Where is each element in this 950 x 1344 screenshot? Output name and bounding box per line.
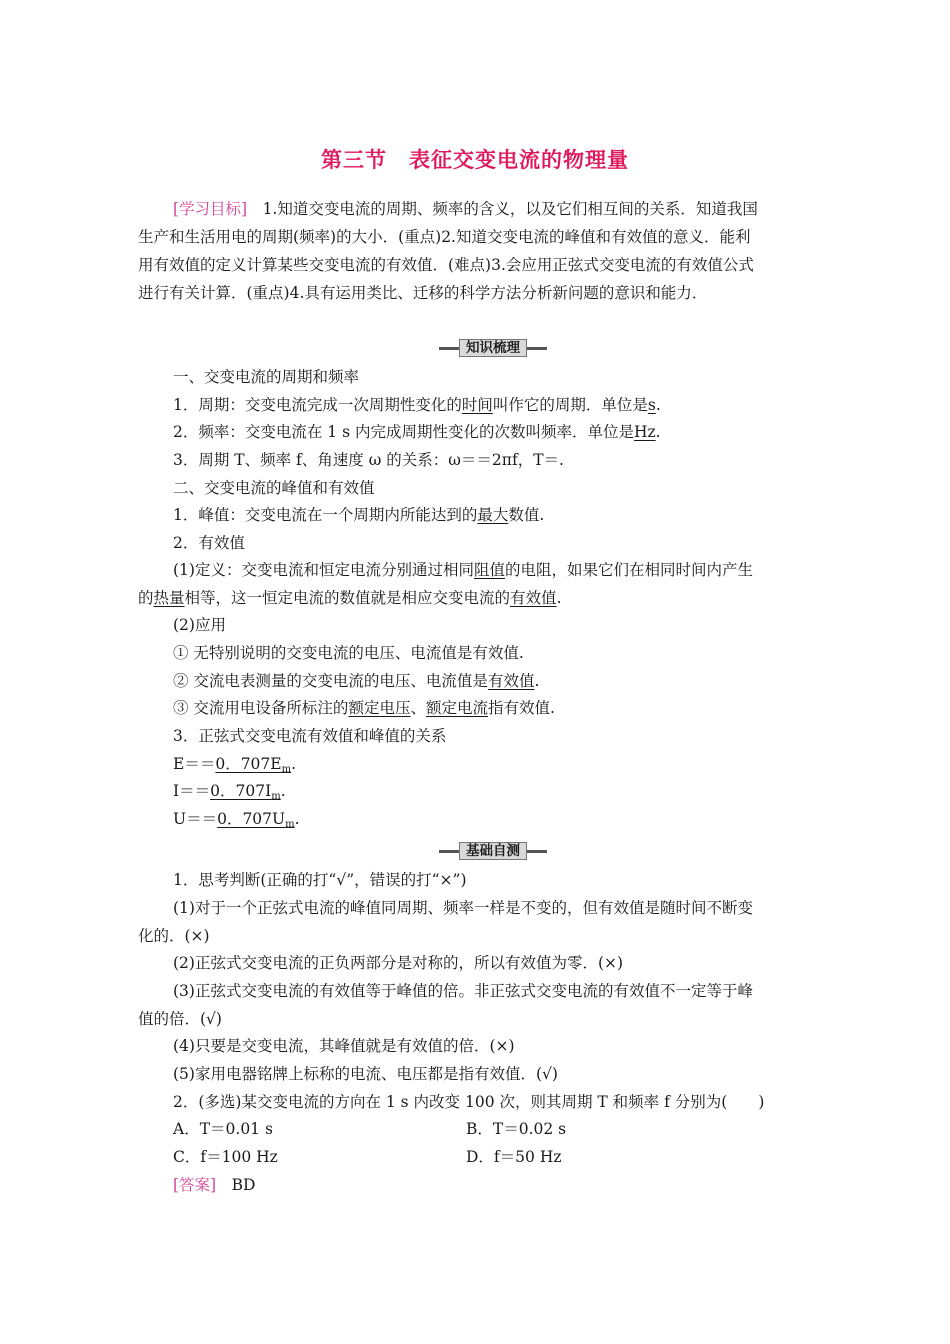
application-3: ③ 交流用电设备所标注的额定电压、额定电流指有效值. <box>173 699 555 717</box>
knowledge-banner: 知识梳理 <box>439 339 547 357</box>
formula-e: E＝＝0．$707E_m$. <box>173 755 297 775</box>
selftest-banner: 基础自测 <box>439 842 547 860</box>
judgement-1-line-1: (1)对于一个正弦式电流的峰值同周期、频率一样是不变的，但有效值是随时间不断变 <box>173 899 753 917</box>
answer-value: BD <box>216 1176 256 1194</box>
judgement-4: (4)只要是交变电流，其峰值就是有效值的倍．(×) <box>173 1037 515 1055</box>
point-effective: 2．有效值 <box>173 534 245 552</box>
application-1: ① 无特别说明的交变电流的电压、电流值是有效值. <box>173 644 524 662</box>
judgement-1-line-2: 化的．(×) <box>138 927 210 945</box>
answer-line <box>173 1174 818 1198</box>
definition-line-2: 的热量相等，这一恒定电流的数值就是相应交变电流的有效值. <box>138 589 562 607</box>
point-relation: 3．周期 T、频率 f、角速度 ω 的关系：ω＝＝2πf，T＝. <box>173 451 564 469</box>
objectives-line-2: 生产和生活用电的周期(频率)的大小．(重点)2.知道交变电流的峰值和有效值的意义．能利 <box>138 228 751 246</box>
option-b: B．T＝0.02 s <box>466 1120 567 1138</box>
objectives-line-3: 用有效值的定义计算某些交变电流的有效值．(难点)3.会应用正弦式交变电流的有效值公式 <box>138 256 754 274</box>
judgement-3-line-2: 值的倍．(√) <box>138 1010 222 1028</box>
objectives-line-1: [学习目标] 1.知道交变电流的周期、频率的含义，以及它们相互间的关系．知道我国 <box>173 200 758 218</box>
formula-i: I＝＝0．$707I_m$. <box>173 782 286 802</box>
option-d: D．f＝50 Hz <box>466 1148 562 1166</box>
page-title: 第三节 表征交变电流的物理量 <box>321 148 629 172</box>
formula-u: U＝＝0．$707U_m$. <box>173 810 300 830</box>
judgement-2: (2)正弦式交变电流的正负两部分是对称的，所以有效值为零．(×) <box>173 954 624 972</box>
option-c: C．f＝100 Hz <box>173 1148 278 1166</box>
application-2: ② 交流电表测量的交变电流的电压、电流值是有效值. <box>173 672 540 690</box>
application-heading: (2)应用 <box>173 616 226 634</box>
option-a: A．T＝0.01 s <box>173 1120 273 1138</box>
question-2: 2．(多选)某交变电流的方向在 1 s 内改变 100 次，则其周期 T 和频率 f 分别为( ) <box>173 1093 765 1111</box>
judgement-5: (5)家用电器铭牌上标称的电流、电压都是指有效值．(√) <box>173 1065 558 1083</box>
section-heading-peak: 二、交变电流的峰值和有效值 <box>173 479 375 497</box>
section-heading-period: 一、交变电流的周期和频率 <box>173 368 360 386</box>
judgement-3-line-1: (3)正弦式交变电流的有效值等于峰值的倍。非正弦式交变电流的有效值不一定等于峰 <box>173 982 753 1000</box>
point-period: 1．周期：交变电流完成一次周期性变化的时间叫作它的周期．单位是s. <box>173 396 661 414</box>
definition-line-1: (1)定义：交变电流和恒定电流分别通过相同阻值的电阻，如果它们在相同时间内产生 <box>173 561 753 579</box>
question-1: 1．思考判断(正确的打“√”，错误的打“×”) <box>173 871 467 889</box>
objectives-tag: [学习目标] <box>173 200 248 218</box>
point-frequency: 2．频率：交变电流在 1 s 内完成周期性变化的次数叫频率．单位是Hz. <box>173 423 661 441</box>
objectives-line-4: 进行有关计算．(重点)4.具有运用类比、迁移的科学方法分析新问题的意识和能力． <box>138 284 708 302</box>
sine-relation-heading: 3．正弦式交变电流有效值和峰值的关系 <box>173 727 447 745</box>
answer-tag: [答案] <box>173 1176 217 1194</box>
point-peak: 1．峰值：交变电流在一个周期内所能达到的最大数值. <box>173 506 545 524</box>
